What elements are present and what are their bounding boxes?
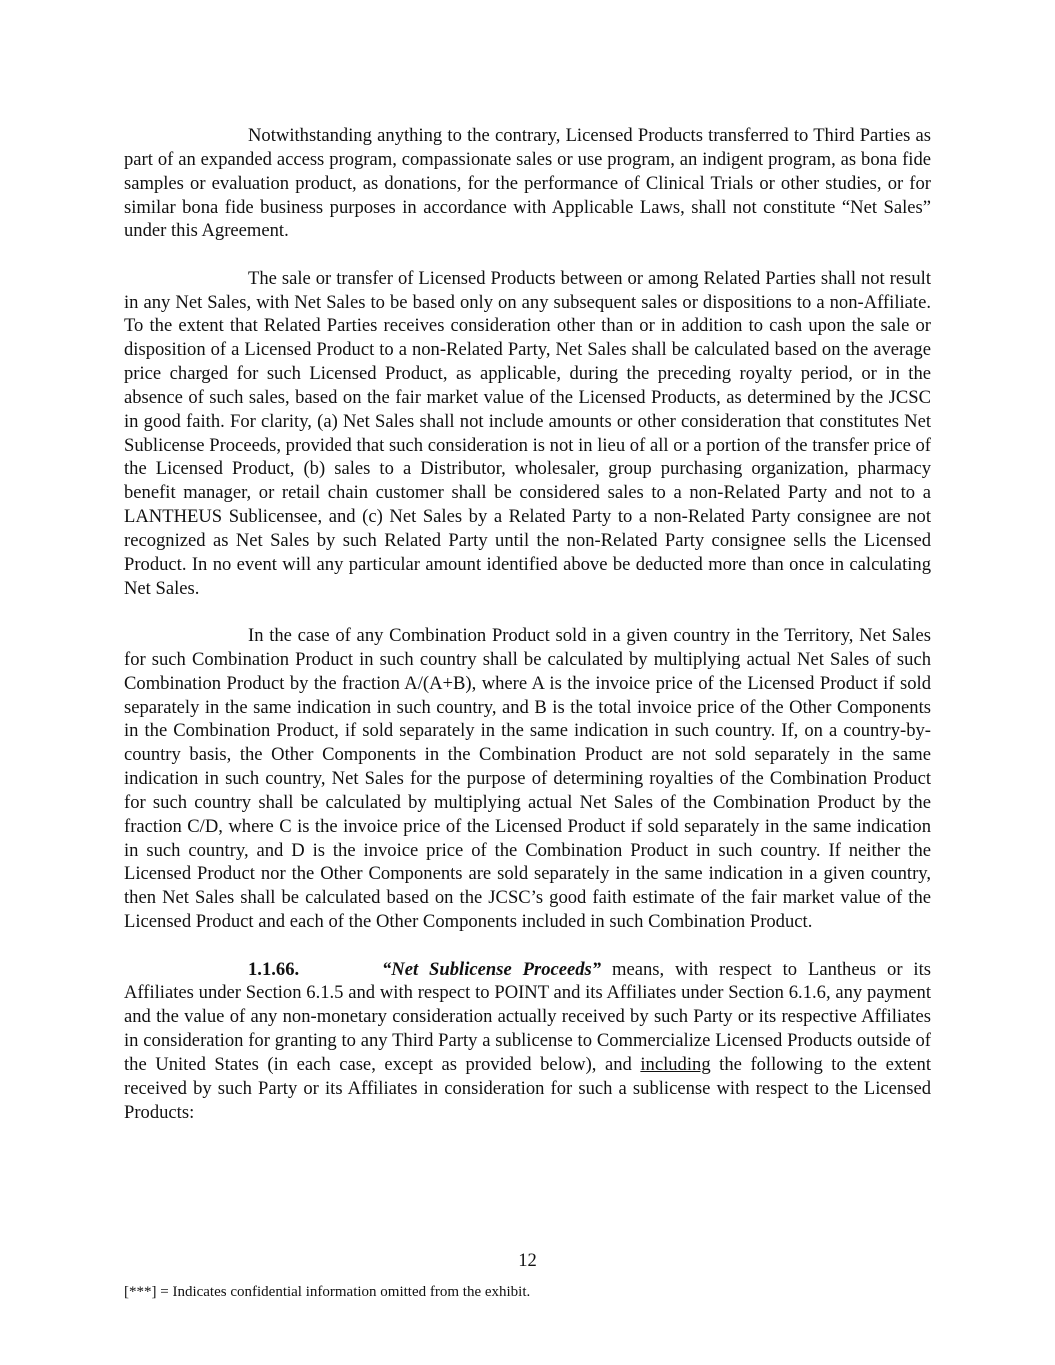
- underlined-word: including: [640, 1053, 711, 1075]
- paragraph-combination-product: In the case of any Combination Product sold in a given country in the Territory, Net Sales for such Combination Product in such country shall be calculated by multiplying actual Net Sales of such Combination Product by the fraction A/(A+B), where A is the invoice price of the Licensed Product if sold separately in the same indication in such country, and B is the total invoice price of the Other Components in the Combination Product, if sold separately in the same indication in such country. If, on a country-by-country basis, the Other Components in the Combination Product are not sold separately in the same indication in such country, Net Sales for the purpose of determining royalties of the Combination Product for such country shall be calculated by multiplying actual Net Sales of the Combination Product by the fraction C/D, where C is the invoice price of the Licensed Product if sold separately in the same indication in such country, and D is the invoice price of the Combination Product in such country. If neither the Licensed Product nor the Other Components are sold separately in the same indication in a given country, then Net Sales shall be calculated based on the JCSC’s good faith estimate of the fair market value of the Licensed Product and each of the Other Components included in such Combination Product.: [124, 625, 931, 933]
- section-1-1-66: [124, 958, 931, 1125]
- defined-term: “Net Sublicense Proceeds”: [382, 958, 602, 980]
- section-text-after: the following to the extent received by such Party or its Affiliates in consideration for such a sublicense with respect to the Licensed Products:: [124, 1053, 932, 1123]
- paragraph-related-parties: The sale or transfer of Licensed Products between or among Related Parties shall not result in any Net Sales, with Net Sales to be based only on any subsequent sales or dispositions to a non-Affiliate. To the extent that Related Parties receives consideration other than or in addition to cash upon the sale or disposition of a Licensed Product to a non-Related Party, Net Sales shall be calculated based on the average price charged for such Licensed Product, as applicable, during the preceding royalty period, or in the absence of such sales, based on the fair market value of the Licensed Products, as determined by the JCSC in good faith. For clarity, (a) Net Sales shall not include amounts or other consideration that constitutes Net Sublicense Proceeds, provided that such consideration is not in lieu of all or a portion of the transfer price of the Licensed Product, (b) sales to a Distributor, wholesaler, group purchasing organization, pharmacy benefit manager, or retail chain customer shall be considered sales to a non-Related Party and not to a LANTHEUS Sublicensee, and (c) Net Sales by a Related Party to a non-Related Party consignee are not recognized as Net Sales by such Related Party until the non-Related Party consignee sells the Licensed Product. In no event will any particular amount identified above be deducted more than once in calculating Net Sales.: [124, 267, 931, 599]
- section-text-before: means, with respect to Lantheus or its Affiliates under Section 6.1.5 and with respect to POINT and its Affiliates under Section 6.1.6, any payment and the value of any non-monetary consideration actually received by such Party or its respective Affiliates in consideration for granting to any Third Party a sublicense to Commercialize Licensed Products outside of the United States (in each case, except as provided below), and: [124, 958, 931, 1075]
- confidentiality-footer: [***] = Indicates confidential information omitted from the exhibit.: [124, 1284, 531, 1300]
- paragraph-expanded-access: Notwithstanding anything to the contrary, Licensed Products transferred to Third Parties as part of an expanded access program, compassionate sales or use program, an indigent program, as bona fide samples or evaluation product, as donations, for the performance of Clinical Trials or other studies, or for similar bona fide business purposes in accordance with Applicable Laws, shall not constitute “Net Sales” under this Agreement.: [124, 125, 931, 242]
- document-page: [124, 124, 931, 1148]
- page-number: 12: [518, 1250, 537, 1271]
- section-number: 1.1.66.: [248, 958, 300, 980]
